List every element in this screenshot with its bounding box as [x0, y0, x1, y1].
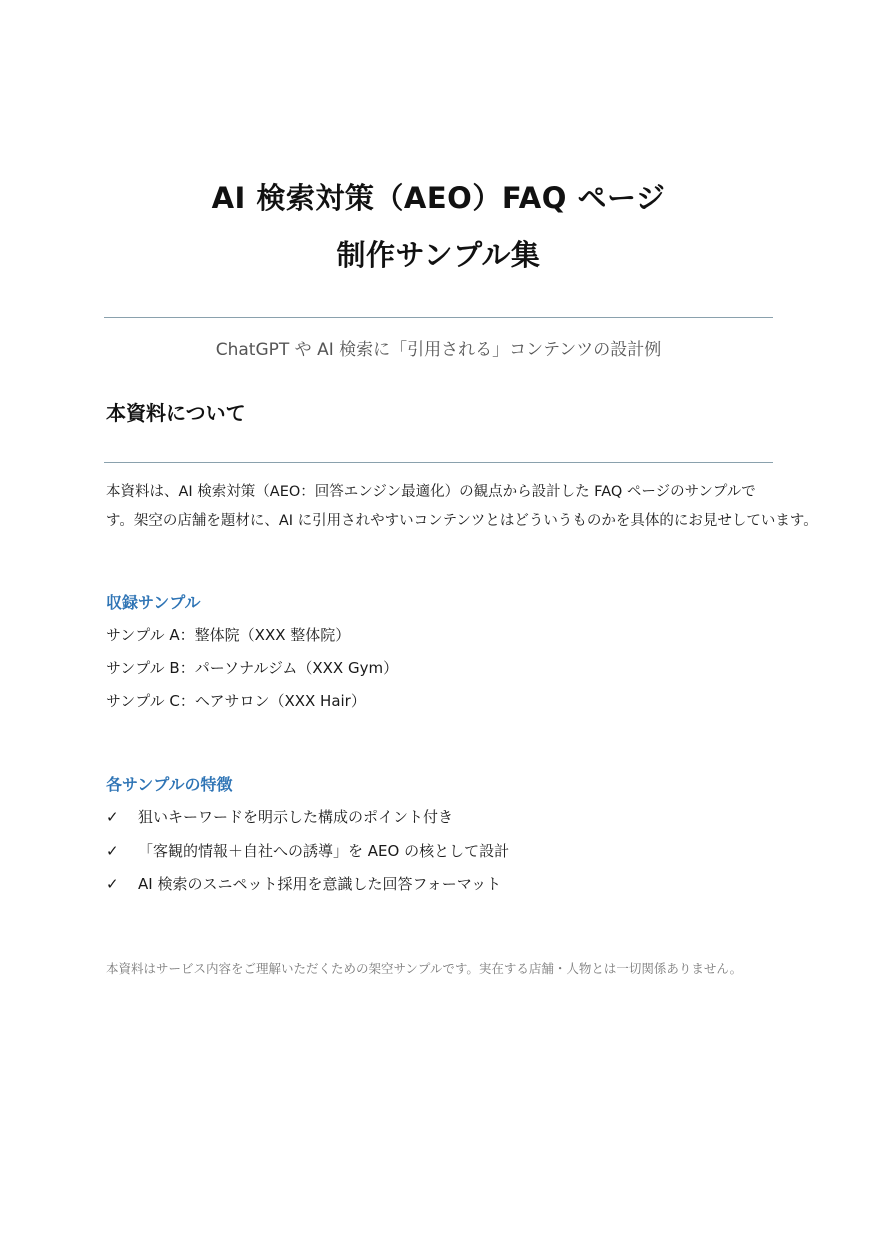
checkmark-icon: ✓ — [106, 875, 119, 893]
about-paragraph-line: 本資料は、AI 検索対策（AEO：回答エンジン最適化）の観点から設計した FAQ ページのサンプルで — [106, 484, 756, 500]
about-paragraph-line: す。架空の店舗を題材に、AI に引用されやすいコンテンツとはどういうものかを具体的にお見せしています。 — [106, 513, 818, 529]
about-divider — [104, 462, 773, 463]
feature-item — [106, 873, 501, 894]
checkmark-icon: ✓ — [106, 808, 119, 826]
disclaimer-note: 本資料はサービス内容をご理解いただくための架空サンプルです。実在する店舗・人物とは一切関係ありません。 — [106, 961, 743, 976]
document-subtitle: ChatGPT や AI 検索に「引用される」コンテンツの設計例 — [215, 340, 662, 360]
feature-item — [106, 840, 509, 861]
feature-text: 「客観的情報＋自社への誘導」を AEO の核として設計 — [138, 842, 510, 860]
checkmark-icon: ✓ — [106, 842, 119, 860]
feature-item — [106, 806, 453, 827]
document-title: AI 検索対策（AEO）FAQ ページ — [211, 181, 666, 215]
feature-text: AI 検索のスニペット採用を意識した回答フォーマット — [138, 875, 502, 893]
title-divider — [104, 317, 773, 318]
sample-item-c: サンプル C：ヘアサロン（XXX Hair） — [106, 692, 366, 710]
sample-item-a: サンプル A：整体院（XXX 整体院） — [106, 626, 351, 644]
features-heading: 各サンプルの特徴 — [106, 775, 233, 794]
about-paragraph — [106, 478, 818, 536]
sample-item-b: サンプル B：パーソナルジム（XXX Gym） — [106, 659, 399, 677]
samples-heading: 収録サンプル — [106, 593, 201, 612]
feature-text: 狙いキーワードを明示した構成のポイント付き — [138, 808, 454, 826]
about-heading: 本資料について — [106, 401, 246, 425]
document-title-second-line: 制作サンプル集 — [336, 238, 541, 272]
